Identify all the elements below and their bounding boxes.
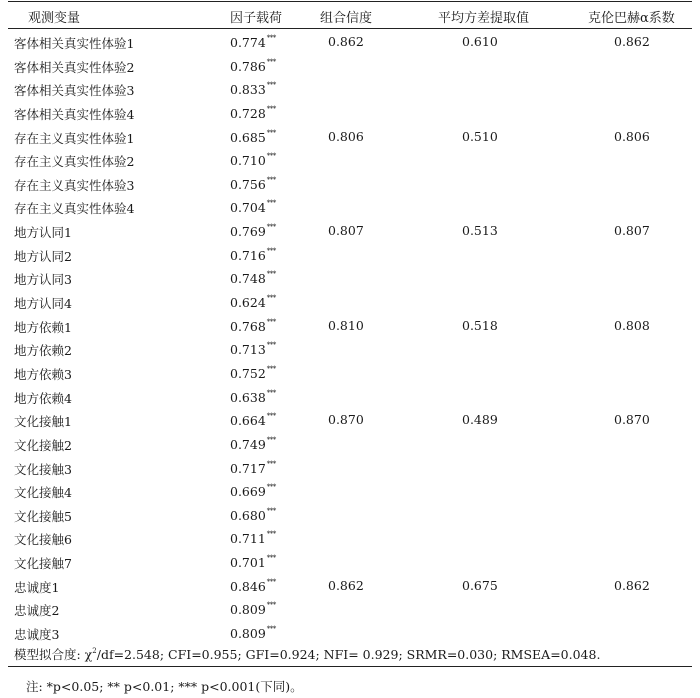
cell-ave-value: 0.610 bbox=[462, 34, 498, 49]
significance-mark: *** bbox=[266, 483, 276, 492]
table-row bbox=[8, 125, 692, 149]
table-row bbox=[8, 361, 692, 385]
cell-cr-value: 0.806 bbox=[328, 128, 364, 144]
cell-loading bbox=[230, 530, 276, 546]
cell-loading bbox=[230, 318, 276, 334]
cell-variable-value: 文化接触5 bbox=[14, 508, 72, 524]
significance-mark: *** bbox=[266, 530, 276, 539]
cell-loading bbox=[230, 129, 276, 145]
header-cr: 组合信度 bbox=[320, 11, 373, 26]
cell-variable bbox=[14, 105, 134, 123]
significance-mark: *** bbox=[266, 388, 276, 397]
significance-mark: *** bbox=[266, 435, 276, 444]
cell-loading bbox=[230, 81, 276, 97]
header-alpha: 克伦巴赫α系数 bbox=[588, 11, 675, 26]
table-row bbox=[8, 432, 692, 456]
cell-loading-value: 0.624 bbox=[230, 295, 266, 311]
cell-ave bbox=[462, 318, 498, 333]
significance-mark: *** bbox=[266, 625, 276, 634]
cell-loading-value: 0.638 bbox=[230, 389, 266, 405]
table-row bbox=[8, 597, 692, 621]
cell-variable bbox=[14, 389, 72, 407]
table-row bbox=[8, 54, 692, 78]
cell-ave bbox=[462, 412, 498, 427]
cell-variable-value: 地方依赖1 bbox=[14, 319, 72, 335]
fit-chi-sup: 2 bbox=[92, 647, 97, 655]
cell-variable-value: 客体相关真实性体验1 bbox=[14, 36, 135, 51]
table-row bbox=[8, 77, 692, 101]
significance-mark: *** bbox=[266, 412, 276, 421]
table-row bbox=[8, 385, 692, 409]
cell-variable-value: 存在主义真实性体验4 bbox=[14, 201, 135, 217]
table-row bbox=[8, 314, 692, 338]
cell-variable bbox=[14, 152, 134, 170]
cell-ave-value: 0.489 bbox=[462, 412, 498, 428]
table-row bbox=[8, 101, 692, 125]
table-row bbox=[8, 456, 692, 480]
table-row bbox=[8, 526, 692, 550]
cell-cr bbox=[328, 223, 364, 238]
cell-variable-value: 忠诚度2 bbox=[14, 603, 60, 619]
significance-mark: *** bbox=[266, 152, 276, 161]
table-bottom-rule bbox=[8, 666, 692, 667]
cell-variable bbox=[14, 412, 72, 430]
cell-loading-value: 0.846 bbox=[230, 578, 266, 594]
table-top-rule bbox=[8, 1, 692, 2]
cell-loading bbox=[230, 412, 276, 428]
cell-loading bbox=[230, 625, 276, 641]
cell-loading-value: 0.809 bbox=[230, 626, 266, 642]
cell-loading-value: 0.833 bbox=[230, 82, 266, 98]
cell-variable bbox=[14, 554, 72, 572]
significance-mark: *** bbox=[266, 341, 276, 350]
table-note: 注: *p<0.05; ** p<0.01; *** p<0.001(下同)。 bbox=[26, 679, 303, 694]
cell-alpha-value: 0.862 bbox=[614, 577, 650, 593]
cell-cr bbox=[328, 318, 364, 333]
table-row bbox=[8, 219, 692, 243]
cell-variable-value: 文化接触6 bbox=[14, 532, 72, 548]
table-row bbox=[8, 195, 692, 219]
cell-loading bbox=[230, 294, 276, 310]
significance-mark: *** bbox=[266, 554, 276, 563]
table-row bbox=[8, 337, 692, 361]
cell-loading-value: 0.752 bbox=[230, 365, 266, 381]
cell-variable-value: 地方认同1 bbox=[14, 225, 72, 241]
cell-ave bbox=[462, 578, 498, 593]
cell-variable bbox=[14, 530, 72, 548]
cell-variable bbox=[14, 129, 134, 147]
cell-variable-value: 地方认同4 bbox=[14, 296, 72, 312]
table-row bbox=[8, 621, 692, 645]
cell-variable-value: 地方认同3 bbox=[14, 272, 72, 288]
cell-loading-value: 0.716 bbox=[230, 247, 266, 263]
cell-variable bbox=[14, 199, 134, 217]
cell-variable-value: 存在主义真实性体验1 bbox=[14, 130, 135, 146]
cell-variable bbox=[14, 436, 72, 454]
cell-loading-value: 0.664 bbox=[230, 413, 266, 429]
cell-variable bbox=[14, 483, 72, 501]
cell-alpha-value: 0.870 bbox=[614, 412, 650, 428]
significance-mark: *** bbox=[266, 128, 276, 137]
cell-alpha bbox=[614, 223, 650, 238]
cell-variable bbox=[14, 507, 72, 525]
cell-loading bbox=[230, 578, 276, 594]
cell-loading-value: 0.756 bbox=[230, 176, 266, 192]
table-row bbox=[8, 574, 692, 598]
cell-loading-value: 0.749 bbox=[230, 436, 266, 452]
cell-loading bbox=[230, 152, 276, 168]
cell-loading bbox=[230, 389, 276, 405]
cell-variable bbox=[14, 176, 134, 194]
table-row bbox=[8, 408, 692, 432]
cell-loading-value: 0.669 bbox=[230, 484, 266, 500]
fit-prefix: 模型拟合度: χ bbox=[14, 647, 93, 662]
cell-cr-value: 0.807 bbox=[328, 223, 364, 239]
cell-alpha bbox=[614, 318, 650, 333]
cell-loading bbox=[230, 34, 276, 50]
cell-loading bbox=[230, 601, 276, 617]
significance-mark: *** bbox=[266, 246, 276, 255]
cell-variable-value: 地方依赖2 bbox=[14, 343, 72, 359]
cell-variable bbox=[14, 81, 134, 99]
cell-variable-value: 地方依赖4 bbox=[14, 390, 72, 406]
significance-mark: *** bbox=[266, 199, 276, 208]
cell-variable bbox=[14, 270, 72, 288]
cell-variable bbox=[14, 294, 72, 312]
cell-ave-value: 0.513 bbox=[462, 223, 498, 239]
cell-loading-value: 0.774 bbox=[230, 35, 266, 50]
cell-variable-value: 存在主义真实性体验2 bbox=[14, 154, 135, 170]
table-row bbox=[8, 266, 692, 290]
cell-cr bbox=[328, 578, 364, 593]
cell-variable-value: 文化接触7 bbox=[14, 556, 72, 572]
table-row bbox=[8, 148, 692, 172]
significance-mark: *** bbox=[266, 459, 276, 468]
cell-loading-value: 0.717 bbox=[230, 460, 266, 476]
cell-cr-value: 0.870 bbox=[328, 412, 364, 428]
header-ave: 平均方差提取值 bbox=[438, 11, 530, 26]
cell-variable-value: 客体相关真实性体验2 bbox=[14, 59, 135, 75]
cell-alpha-value: 0.808 bbox=[614, 317, 650, 333]
cell-variable bbox=[14, 58, 134, 76]
significance-mark: *** bbox=[266, 294, 276, 303]
significance-mark: *** bbox=[266, 175, 276, 184]
cell-loading bbox=[230, 58, 276, 74]
cell-variable-value: 文化接触3 bbox=[14, 461, 72, 477]
cell-ave-value: 0.510 bbox=[462, 128, 498, 144]
cell-loading bbox=[230, 176, 276, 192]
significance-mark: *** bbox=[266, 506, 276, 515]
cell-loading bbox=[230, 199, 276, 215]
significance-mark: *** bbox=[266, 270, 276, 279]
cell-alpha-value: 0.807 bbox=[614, 223, 650, 239]
significance-mark: *** bbox=[266, 104, 276, 113]
cell-alpha-value: 0.806 bbox=[614, 128, 650, 144]
cell-loading-value: 0.704 bbox=[230, 200, 266, 216]
model-fit-line bbox=[14, 645, 600, 663]
cell-variable-value: 文化接触2 bbox=[14, 437, 72, 453]
cell-variable-value: 文化接触1 bbox=[14, 414, 72, 430]
cell-ave-value: 0.675 bbox=[462, 577, 498, 593]
significance-mark: *** bbox=[266, 34, 276, 42]
cell-loading bbox=[230, 365, 276, 381]
significance-mark: *** bbox=[266, 601, 276, 610]
header-variable: 观测变量 bbox=[28, 11, 81, 26]
table-row bbox=[8, 290, 692, 314]
cell-loading bbox=[230, 223, 276, 239]
cell-loading-value: 0.768 bbox=[230, 318, 266, 334]
significance-mark: *** bbox=[266, 57, 276, 66]
header-loading: 因子载荷 bbox=[230, 11, 283, 26]
table-row bbox=[8, 503, 692, 527]
cell-variable bbox=[14, 34, 134, 52]
cell-loading-value: 0.711 bbox=[230, 531, 266, 547]
cell-variable bbox=[14, 341, 72, 359]
cell-loading-value: 0.769 bbox=[230, 224, 266, 240]
cell-variable-value: 文化接触4 bbox=[14, 485, 72, 501]
cell-variable-value: 存在主义真实性体验3 bbox=[14, 177, 135, 193]
cell-loading-value: 0.701 bbox=[230, 555, 266, 571]
cell-loading bbox=[230, 105, 276, 121]
cell-loading-value: 0.713 bbox=[230, 342, 266, 358]
cell-loading bbox=[230, 507, 276, 523]
table-header bbox=[8, 4, 692, 28]
cell-alpha bbox=[614, 578, 650, 593]
cell-variable bbox=[14, 223, 72, 241]
cell-loading bbox=[230, 554, 276, 570]
table-row bbox=[8, 172, 692, 196]
table-row bbox=[8, 243, 692, 267]
cell-alpha-value: 0.862 bbox=[614, 34, 650, 49]
table-header-rule bbox=[8, 28, 692, 29]
table-row bbox=[8, 550, 692, 574]
cell-alpha bbox=[614, 412, 650, 427]
significance-mark: *** bbox=[266, 364, 276, 373]
cell-ave-value: 0.518 bbox=[462, 317, 498, 333]
table-row bbox=[8, 30, 692, 54]
cell-loading-value: 0.748 bbox=[230, 271, 266, 287]
cell-loading-value: 0.685 bbox=[230, 129, 266, 145]
cell-variable bbox=[14, 601, 59, 619]
cell-variable-value: 忠诚度1 bbox=[14, 579, 60, 595]
cell-loading-value: 0.710 bbox=[230, 153, 266, 169]
cell-cr-value: 0.810 bbox=[328, 317, 364, 333]
cell-variable bbox=[14, 247, 72, 265]
cell-cr-value: 0.862 bbox=[328, 577, 364, 593]
cell-loading-value: 0.728 bbox=[230, 105, 266, 121]
cell-loading bbox=[230, 436, 276, 452]
cell-variable-value: 客体相关真实性体验3 bbox=[14, 83, 135, 99]
cell-loading bbox=[230, 247, 276, 263]
fit-rest: /df=2.548; CFI=0.955; GFI=0.924; NFI= 0.929; SRMR=0.030; RMSEA=0.048. bbox=[96, 647, 601, 662]
cell-variable bbox=[14, 460, 72, 478]
cell-loading bbox=[230, 483, 276, 499]
significance-mark: *** bbox=[266, 81, 276, 90]
cell-loading-value: 0.786 bbox=[230, 58, 266, 74]
cell-loading-value: 0.809 bbox=[230, 602, 266, 618]
cell-variable-value: 地方依赖3 bbox=[14, 366, 72, 382]
cell-variable bbox=[14, 365, 72, 383]
cell-variable-value: 地方认同2 bbox=[14, 248, 72, 264]
cell-cr-value: 0.862 bbox=[328, 34, 364, 49]
significance-mark: *** bbox=[266, 223, 276, 232]
cell-ave bbox=[462, 129, 498, 144]
cell-variable bbox=[14, 578, 59, 596]
cell-cr bbox=[328, 129, 364, 144]
cell-loading bbox=[230, 460, 276, 476]
cell-alpha bbox=[614, 129, 650, 144]
cell-alpha bbox=[614, 34, 650, 49]
significance-mark: *** bbox=[266, 317, 276, 326]
table-body bbox=[8, 30, 692, 645]
table-row bbox=[8, 479, 692, 503]
significance-mark: *** bbox=[266, 577, 276, 586]
cell-variable bbox=[14, 318, 72, 336]
cell-loading bbox=[230, 341, 276, 357]
cell-ave bbox=[462, 34, 498, 49]
cell-variable-value: 忠诚度3 bbox=[14, 627, 60, 643]
cell-variable-value: 客体相关真实性体验4 bbox=[14, 106, 135, 122]
cell-variable bbox=[14, 625, 59, 643]
cell-loading-value: 0.680 bbox=[230, 507, 266, 523]
cell-loading bbox=[230, 270, 276, 286]
cell-ave bbox=[462, 223, 498, 238]
cell-cr bbox=[328, 34, 364, 49]
cell-cr bbox=[328, 412, 364, 427]
